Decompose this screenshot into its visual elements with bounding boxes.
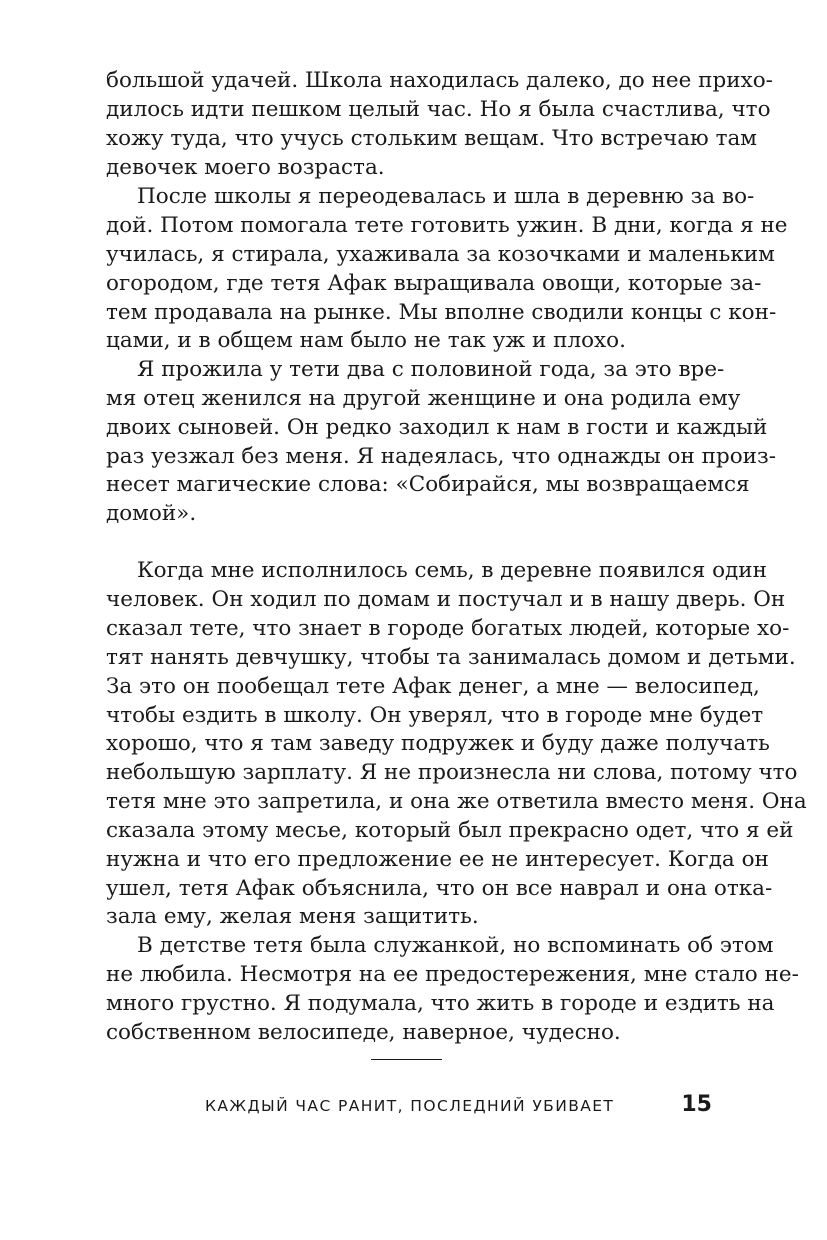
text-line: тят нанять девчушку, чтобы та занималась домом и детьми. (106, 645, 796, 670)
text-line: собственном велосипеде, наверное, чудесно. (106, 1020, 621, 1045)
text-line: раз уезжал без меня. Я надеялась, что однажды он произ- (106, 444, 776, 469)
text-line: После школы я переодевалась и шла в деревню за во- (137, 184, 755, 209)
text-line: дилось идти пешком целый час. Но я была счастлива, что (106, 97, 771, 122)
text-line: В детстве тетя была служанкой, но вспоминать об этом (137, 933, 774, 958)
text-line: дой. Потом помогала тете готовить ужин. В дни, когда я не (106, 213, 788, 238)
text-line: человек. Он ходил по домам и постучал и в нашу дверь. Он (106, 587, 786, 612)
text-line: За это он пообещал тете Афак денег, а мне — велосипед, (106, 674, 760, 699)
text-line: училась, я стирала, ухаживала за козочками и маленьким (106, 242, 775, 267)
text-line: огородом, где тетя Афак выращивала овощи, которые за- (106, 271, 762, 296)
text-line: хорошо, что я там заведу подружек и буду даже получать (106, 731, 770, 756)
text-line: ушел, тетя Афак объяснила, что он все наврал и она отка- (106, 876, 773, 901)
text-line: много грустно. Я подумала, что жить в городе и ездить на (106, 991, 775, 1016)
footer-divider (371, 1059, 442, 1060)
text-line: небольшую зарплату. Я не произнесла ни слова, потому что (106, 760, 798, 785)
text-line: несет магические слова: «Собирайся, мы возвращаемся (106, 472, 750, 497)
text-line: тем продавала на рынке. Мы вполне сводили концы с кон- (106, 300, 777, 325)
text-line: большой удачей. Школа находилась далеко, до нее прихо- (106, 68, 773, 93)
text-line: не любила. Несмотря на ее предостережения, мне стало не- (106, 962, 799, 987)
text-line: девочек моего возраста. (106, 155, 385, 180)
text-line: нужна и что его предложение ее не интересует. Когда он (106, 847, 769, 872)
text-line: тетя мне это запретила, и она же ответила вместо меня. Она (106, 789, 807, 814)
text-line: домой». (106, 501, 197, 526)
text-line: зала ему, желая меня защитить. (106, 904, 479, 929)
text-line: хожу туда, что учусь стольким вещам. Что встречаю там (106, 126, 758, 151)
text-line: сказала этому месье, который был прекрасно одет, что я ей (106, 818, 794, 843)
text-line: мя отец женился на другой женщине и она родила ему (106, 386, 741, 411)
running-title: КАЖДЫЙ ЧАС РАНИТ, ПОСЛЕДНИЙ УБИВАЕТ (205, 1097, 615, 1115)
text-line: чтобы ездить в школу. Он уверял, что в городе мне будет (106, 703, 764, 728)
text-line: сказал тете, что знает в городе богатых людей, которые хо- (106, 616, 790, 641)
text-line: двоих сыновей. Он редко заходил к нам в гости и каждый (106, 415, 768, 440)
text-line: Я прожила у тети два с половиной года, за это вре- (137, 357, 725, 382)
text-line: Когда мне исполнилось семь, в деревне появился один (137, 558, 767, 583)
page-number: 15 (681, 1092, 712, 1117)
text-line: цами, и в общем нам было не так уж и плохо. (106, 328, 626, 353)
